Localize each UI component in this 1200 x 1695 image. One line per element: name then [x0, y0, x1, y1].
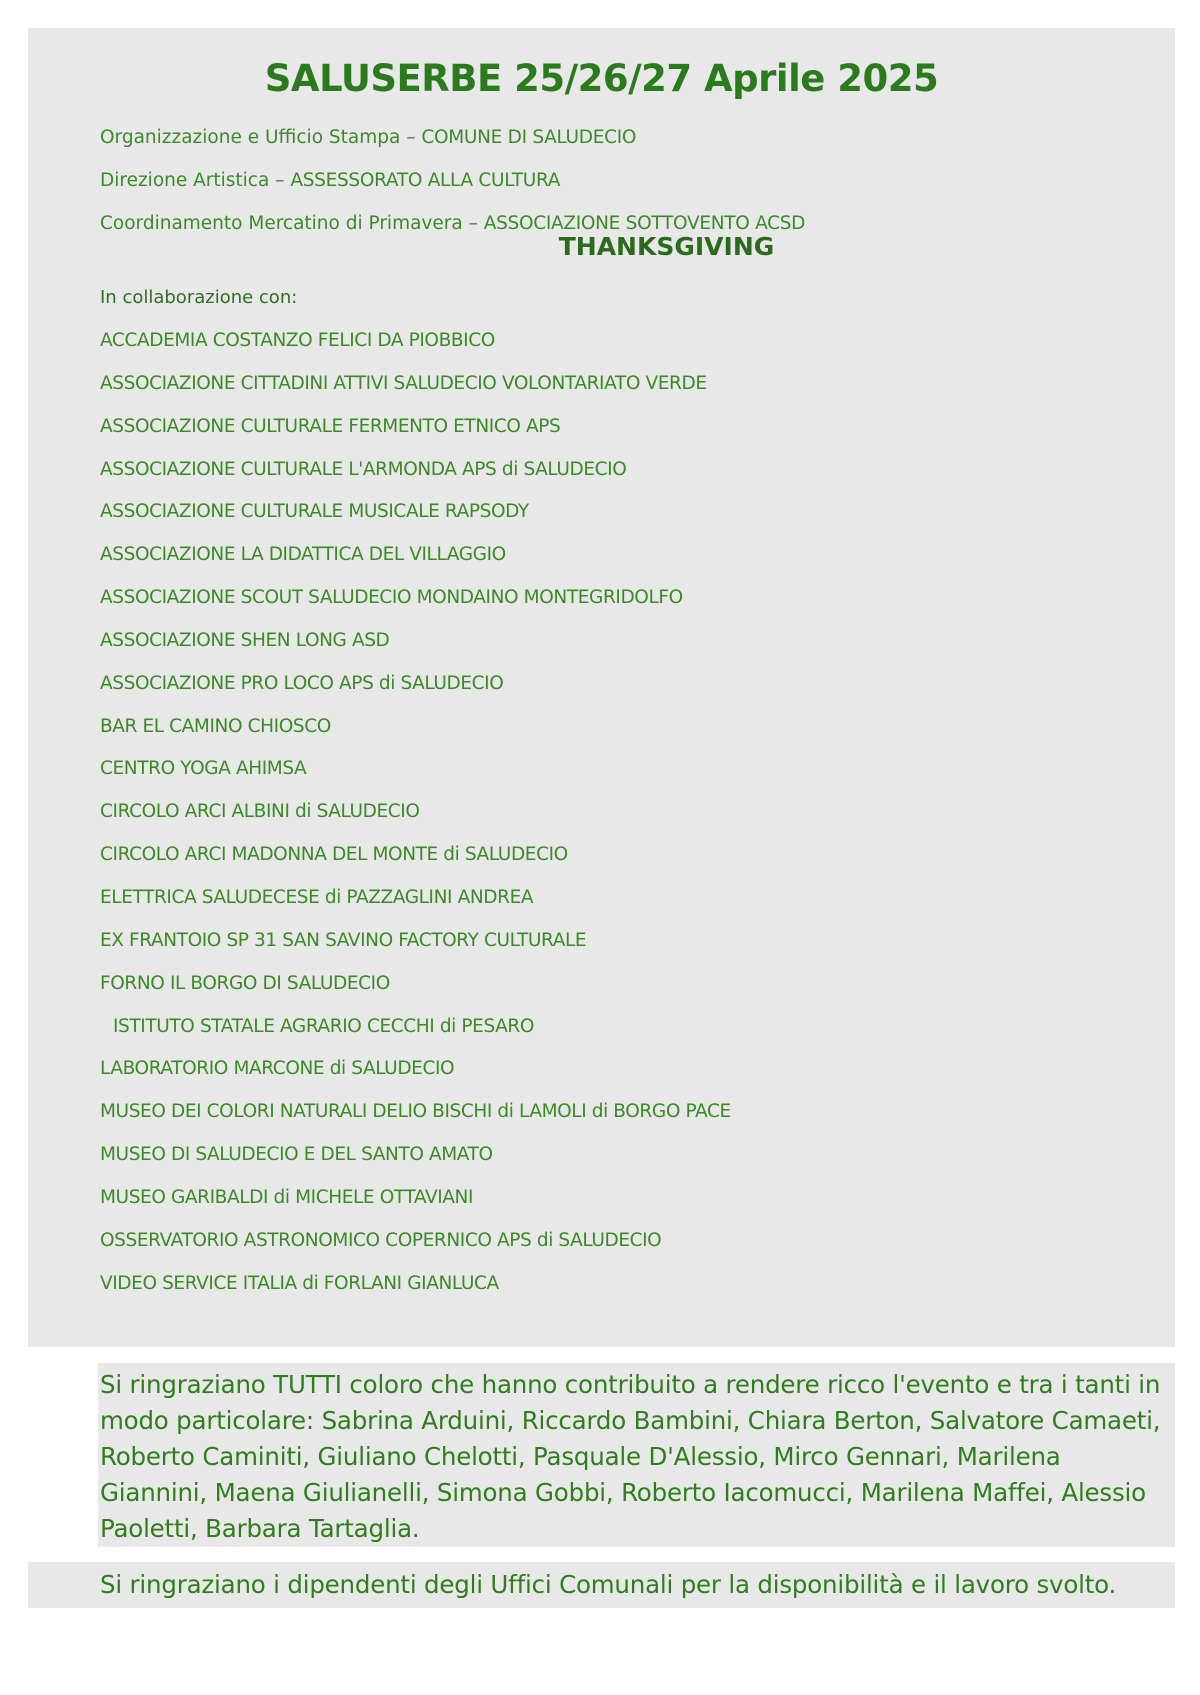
credit-line — [100, 124, 805, 167]
partner-item: ELETTRICA SALUDECESE di PAZZAGLINI ANDREA — [100, 886, 534, 908]
partner-item: MUSEO DEI COLORI NATURALI DELIO BISCHI di LAMOLI di BORGO PACE — [100, 1101, 731, 1123]
partner-item: ASSOCIAZIONE SCOUT SALUDECIO MONDAINO MONTEGRIDOLFO — [100, 587, 683, 609]
credit-role: Coordinamento Mercatino di Primavera – — [100, 213, 484, 234]
partner-item: CIRCOLO ARCI MADONNA DEL MONTE di SALUDECIO — [100, 844, 568, 866]
partner-item: CENTRO YOGA AHIMSA — [100, 758, 307, 780]
partner-item: ASSOCIAZIONE CULTURALE L'ARMONDA APS di SALUDECIO — [100, 458, 627, 480]
credit-role: Direzione Artistica – — [100, 170, 291, 191]
thanks-staff-panel — [28, 1562, 1175, 1608]
credit-role: Organizzazione e Ufficio Stampa – — [100, 127, 422, 148]
partner-item: OSSERVATORIO ASTRONOMICO COPERNICO APS di SALUDECIO — [100, 1229, 662, 1251]
collaboration-label: In collaborazione con: — [100, 287, 298, 308]
thanksgiving-heading: THANKSGIVING — [558, 232, 775, 261]
partner-item: LABORATORIO MARCONE di SALUDECIO — [100, 1058, 455, 1080]
document-title: SALUSERBE 25/26/27 Aprile 2025 — [264, 57, 939, 100]
partner-item: MUSEO GARIBALDI di MICHELE OTTAVIANI — [100, 1186, 474, 1208]
credit-line — [100, 167, 805, 210]
credit-org: ASSESSORATO ALLA CULTURA — [290, 170, 561, 191]
partner-item: ASSOCIAZIONE PRO LOCO APS di SALUDECIO — [100, 672, 504, 694]
partner-item: FORNO IL BORGO DI SALUDECIO — [100, 972, 390, 994]
partner-item: MUSEO DI SALUDECIO E DEL SANTO AMATO — [100, 1144, 493, 1166]
partner-item: VIDEO SERVICE ITALIA di FORLANI GIANLUCA — [100, 1272, 499, 1294]
partner-item: ASSOCIAZIONE LA DIDATTICA DEL VILLAGGIO — [100, 544, 506, 566]
partner-item: ASSOCIAZIONE CULTURALE MUSICALE RAPSODY — [100, 501, 529, 523]
partner-item: CIRCOLO ARCI ALBINI di SALUDECIO — [100, 801, 420, 823]
partner-item: ASSOCIAZIONE CULTURALE FERMENTO ETNICO APS — [100, 415, 561, 437]
partner-item: ISTITUTO STATALE AGRARIO CECCHI di PESARO — [113, 1015, 534, 1037]
credit-org: COMUNE DI SALUDECIO — [421, 127, 637, 148]
thanks-people-panel — [98, 1363, 1175, 1547]
credit-org: ASSOCIAZIONE SOTTOVENTO ACSD — [483, 213, 806, 234]
partner-item: BAR EL CAMINO CHIOSCO — [100, 715, 331, 737]
main-panel — [28, 28, 1175, 1347]
thanks-staff-text: Si ringraziano i dipendenti degli Uffici Comunali per la disponibilità e il lavoro svolto. — [100, 1570, 1117, 1599]
thanks-people-text: Si ringraziano TUTTI coloro che hanno contribuito a rendere ricco l'evento e tra i tanti in modo particolare: Sabrina Arduini, Riccardo Bambini, Chiara Berton, Salvatore Camaeti, Roberto Caminiti, Giuliano Chelotti, Pasquale D'Alessio, Mirco Gennari, Marilena Giannini, Maena Giulianelli, Simona Gobbi, Roberto Iacomucci, Marilena Maffei, Alessio Paoletti, Barbara Tartaglia. — [100, 1370, 1161, 1543]
partners-list — [100, 328, 731, 1313]
partner-item: EX FRANTOIO SP 31 SAN SAVINO FACTORY CULTURALE — [100, 929, 587, 951]
partner-item: ASSOCIAZIONE CITTADINI ATTIVI SALUDECIO VOLONTARIATO VERDE — [100, 372, 707, 394]
partner-item: ASSOCIAZIONE SHEN LONG ASD — [100, 629, 390, 651]
partner-item: ACCADEMIA COSTANZO FELICI DA PIOBBICO — [100, 330, 495, 351]
